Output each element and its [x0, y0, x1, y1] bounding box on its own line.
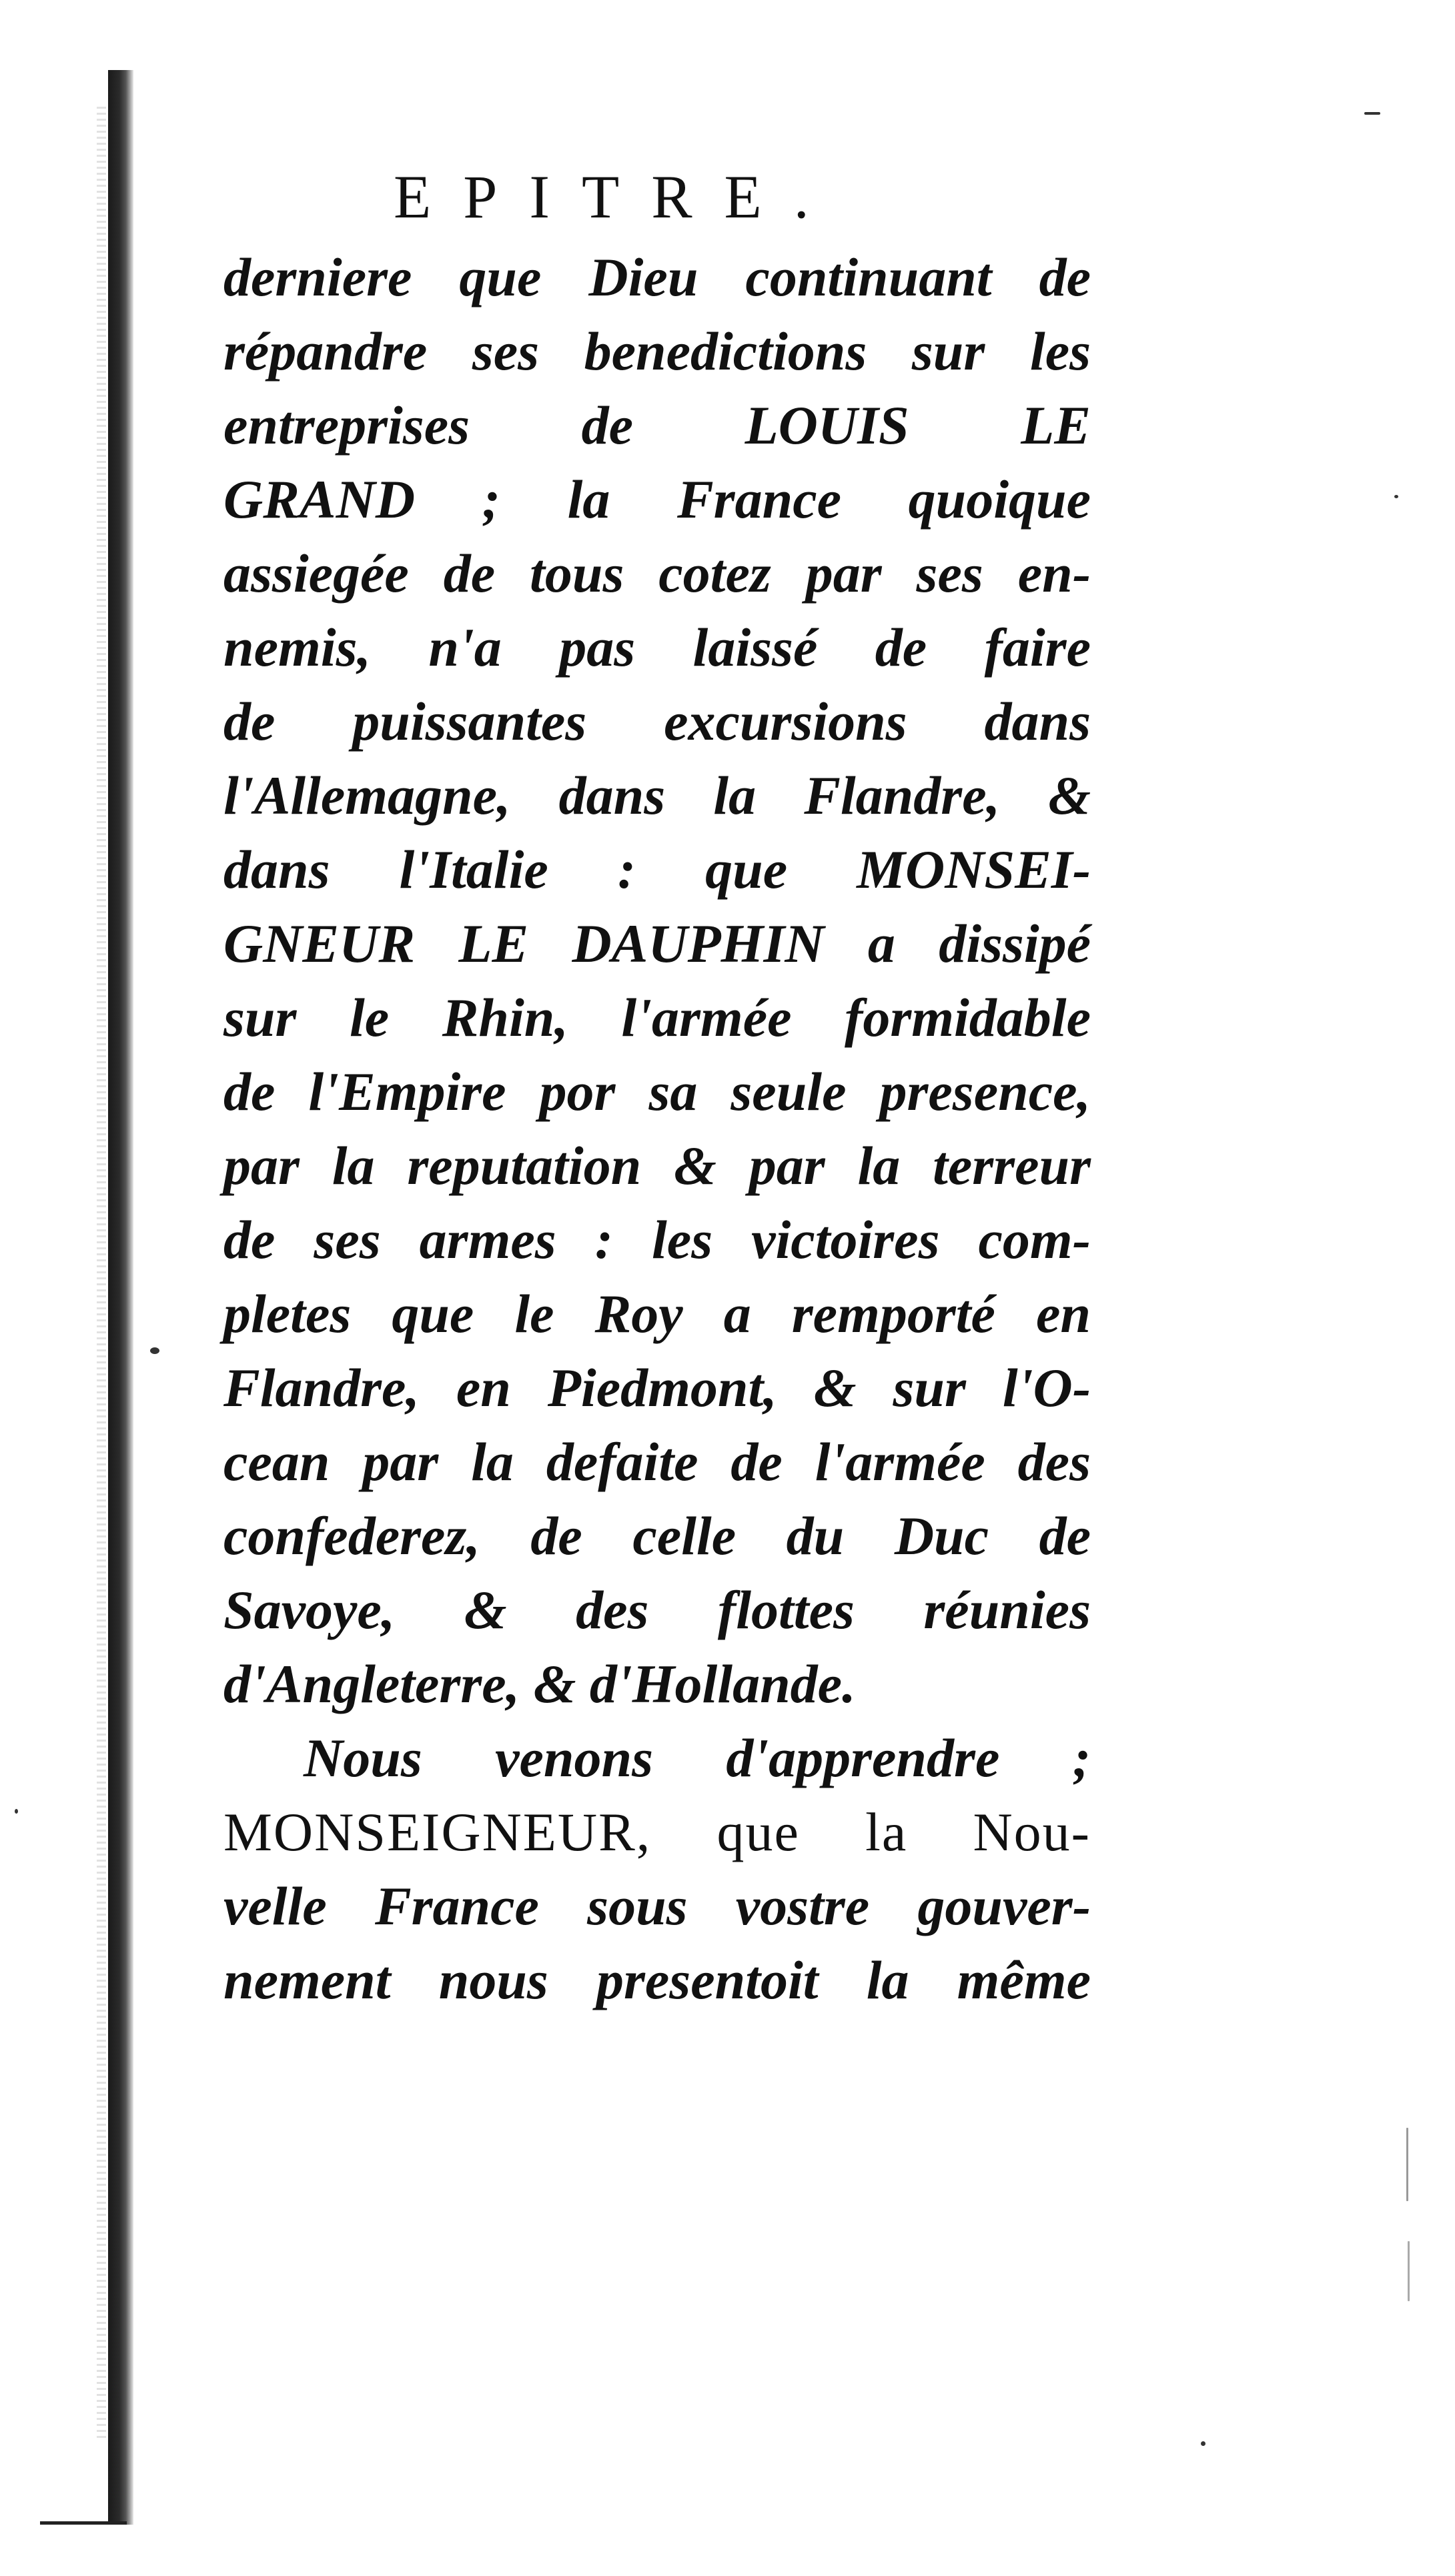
text-line: Flandre, en Piedmont, & sur l'O- [223, 1357, 1091, 1418]
text-line: derniere que Dieu continuant de [223, 247, 1091, 307]
text-line: nemis, n'a pas laissé de faire [223, 617, 1091, 678]
running-header: EPITRE. [394, 163, 841, 231]
text-line: par la reputation & par la terreur [223, 1135, 1091, 1196]
text-line: velle France sous vostre gouver- [223, 1876, 1091, 1936]
text-line: dans l'Italie : que MONSEI- [223, 839, 1091, 900]
text-line: d'Angleterre, & d'Hollande. [223, 1654, 856, 1714]
text-line: de l'Empire por sa seule presence, [223, 1061, 1091, 1122]
page-edge-rule [40, 2521, 127, 2525]
scan-speck [1394, 495, 1398, 498]
scan-edge-noise [97, 107, 106, 2441]
text-line: de ses armes : les victoires com- [223, 1209, 1091, 1270]
scan-speck [1406, 2128, 1408, 2201]
text-line: pletes que le Roy a remporté en [223, 1283, 1091, 1344]
text-line: sur le Rhin, l'armée formidable [223, 987, 1091, 1048]
scan-speck [1408, 2241, 1410, 2301]
text-line: l'Allemagne, dans la Flandre, & [223, 765, 1091, 826]
text-line: GNEUR LE DAUPHIN a dissipé [223, 913, 1091, 974]
binding-gutter [108, 70, 133, 2525]
text-line: de puissantes excursions dans [223, 691, 1091, 752]
text-line: GRAND ; la France quoique [223, 469, 1091, 530]
text-line: nement nous presentoit la même [223, 1950, 1091, 2010]
scan-speck [15, 1809, 18, 1814]
scan-speck [150, 1347, 159, 1354]
text-line: confederez, de celle du Duc de [223, 1505, 1091, 1566]
scan-speck [1201, 2441, 1205, 2446]
body-text [223, 240, 1091, 2017]
text-line: répandre ses benedictions sur les [223, 321, 1091, 382]
text-line: assiegée de tous cotez par ses en- [223, 543, 1091, 604]
text-line: entreprises de LOUIS LE [223, 395, 1091, 456]
text-line: Nous venons d'apprendre ; [304, 1728, 1091, 1788]
text-line: cean par la defaite de l'armée des [223, 1431, 1091, 1492]
scan-speck [1364, 112, 1380, 115]
text-line: Savoye, & des flottes réunies [223, 1579, 1091, 1640]
text-line: MONSEIGNEUR, que la Nou- [223, 1802, 1091, 1862]
